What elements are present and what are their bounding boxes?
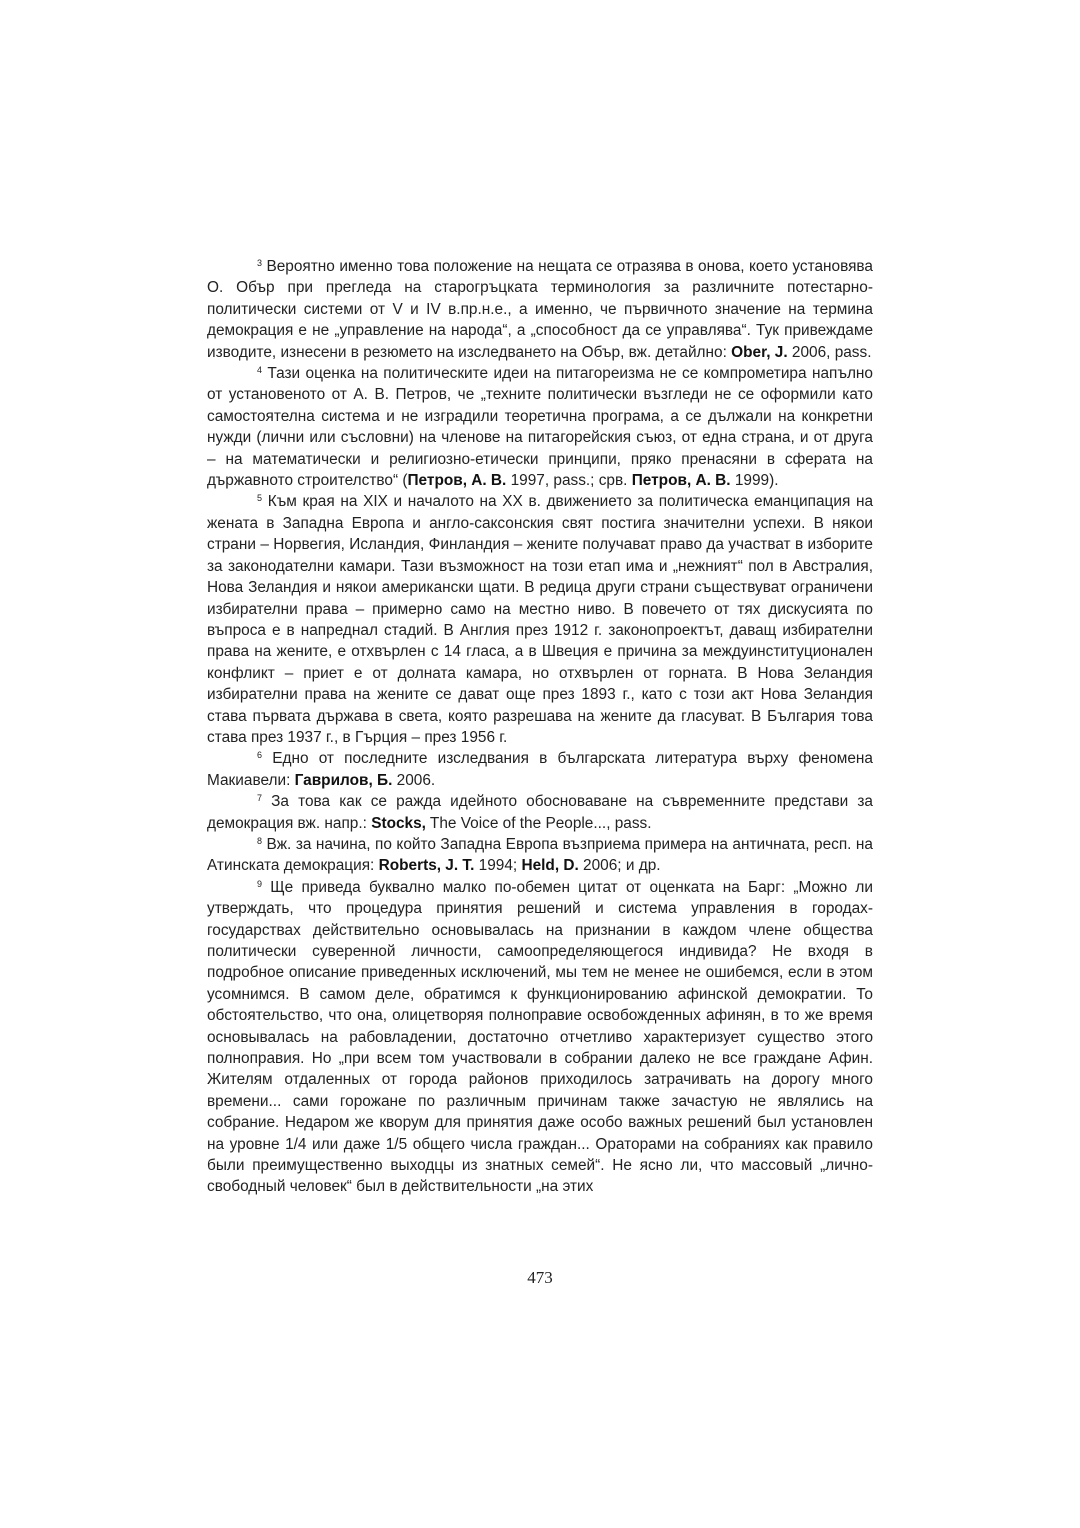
footnote-6 <box>207 748 873 791</box>
footnote-text: Тази оценка на политическите идеи на питагореизма не се компрометира напълно от установеното от А. В. Петров, че „техните политически възгледи не се оформили като самостоятелна система и не изградили теоретична програма, а се дължали на конкретни нужди (лични или съсловни) на членове на питагорейския съюз, от една страна, и от друга – на математически и религиозно-етически принципи, пряко пренасяни в сферата на държавното строителство“ ( <box>207 365 873 490</box>
footnote-9 <box>207 877 873 1198</box>
citation-author: Петров, А. В. <box>631 472 731 490</box>
footnote-number: 9 <box>257 878 263 889</box>
footnote-8 <box>207 834 873 877</box>
footnote-text: За това как се ражда идейното обосноваване на съвременните представи за демокрация вж. напр.: <box>207 793 873 832</box>
footnote-7 <box>207 791 873 834</box>
footnote-text: 2006; и др. <box>578 857 661 875</box>
citation-author: Петров, А. В. <box>407 472 507 490</box>
citation-author: Stocks, <box>371 814 426 832</box>
footnote-text: Едно от последните изследвания в българската литература върху феномена Макиавели: <box>207 750 873 789</box>
footnote-4 <box>207 363 873 491</box>
footnote-text: Ще приведа буквално малко по-обемен цитат от оценката на Барг: „Можно ли утверждать, что процедура принятия решений и система управления в городах-государствах действительно основывалась на признании в каждом члене общества политически суверенной личности, самоопределяющегося индивида? Не входя в подробное описание приведенных исключений, мы тем не менее не ошибемся, если в этом усомнимся. В самом деле, обратимся к функционированию афинской демократии. То обстоятельство, что она, олицетворяя полноправие освобожденных афинян, в то же время основывалась на рабовладении, достаточно отчетливо характеризует существо этого полноправия. Но „при всем том участвовали в собрании далеко не все граждане Афин. Жителям отдаленных от города районов приходилось затрачивать на дорогу много времени... сами горожане по различным причинам также зачастую не являлись на собрание. Недаром же кворум для принятия даже особо важных решений был установлен на уровне 1/4 или даже 1/5 общего числа граждан... Ораторами на собраниях как правило были преимущественно выходцы из знатных семей“. Не ясно ли, что массовый „лично-свободный человек“ был в действительности „на этих <box>207 878 873 1196</box>
footnote-text: Към края на XIX и началото на XX в. движението за политическа еманципация на жената в Западна Европа и англо-саксонския свят постига значителни успехи. В някои страни – Норвегия, Исландия, Финландия – жените получават право да участват в изборите за законодателни камари. Тази възможност на този етап има и „нежният“ пол в Австралия, Нова Зеландия и някои американски щати. В редица други страни съществуват ограничени избирателни права – примерно само на местно ниво. В повечето от тях дискусията по въпроса е в напреднал стадий. В Англия през 1912 г. законопроектът, даващ избирателни права на жените, е отхвърлен с 14 гласа, а в Швеция е причина за междуинституционален конфликт – приет е от долната камара, но отхвърлен от горната. В Нова Зеландия избирателни права на жените се дават още през 1893 г., като с този акт Нова Зеландия става първата държава в света, която разрешава на жените да гласуват. В България това става през 1937 г., в Гърция – през 1956 г. <box>207 493 874 746</box>
footnote-number: 7 <box>257 793 263 804</box>
footnote-text: 1997, pass.; срв. <box>506 472 632 490</box>
footnote-text: 1999). <box>730 472 779 490</box>
footnote-number: 3 <box>257 258 263 268</box>
footnote-text: 2006, pass. <box>787 343 872 361</box>
citation-author: Held, D. <box>521 857 579 875</box>
citation-author: Гаврилов, Б. <box>294 771 393 789</box>
footnote-5 <box>207 491 873 748</box>
citation-author: Roberts, J. T. <box>378 857 475 875</box>
footnote-text: Вж. за начина, по който Западна Европа възприема примера на античната, респ. на Атинската демокрация: <box>207 835 873 875</box>
footnote-number: 6 <box>257 750 263 761</box>
citation-author: Ober, J. <box>731 343 788 361</box>
footnote-number: 8 <box>257 835 263 846</box>
footnote-text: Вероятно именно това положение на нещата се отразява в онова, което установява О. Обър при прегледа на старогръцката терминология за различните потестарно-политически системи от V и IV в.пр.н.е., а именно, че първичното значение на термина демокрация е не „управление на народа“, а „способност да се управлява“. Тук привеждаме изводите, изнесени в резюмето на изследването на Обър, вж. детайлно: <box>207 258 873 361</box>
footnote-number: 5 <box>257 493 263 504</box>
footnotes-block <box>207 256 873 1198</box>
footnote-text: The Voice of the People..., pass. <box>425 814 652 832</box>
footnote-number: 4 <box>257 365 263 376</box>
page-number: 473 <box>527 1268 553 1287</box>
footnote-text: 2006. <box>392 771 436 789</box>
footnote-3 <box>207 256 873 363</box>
footnote-text: 1994; <box>474 857 522 875</box>
